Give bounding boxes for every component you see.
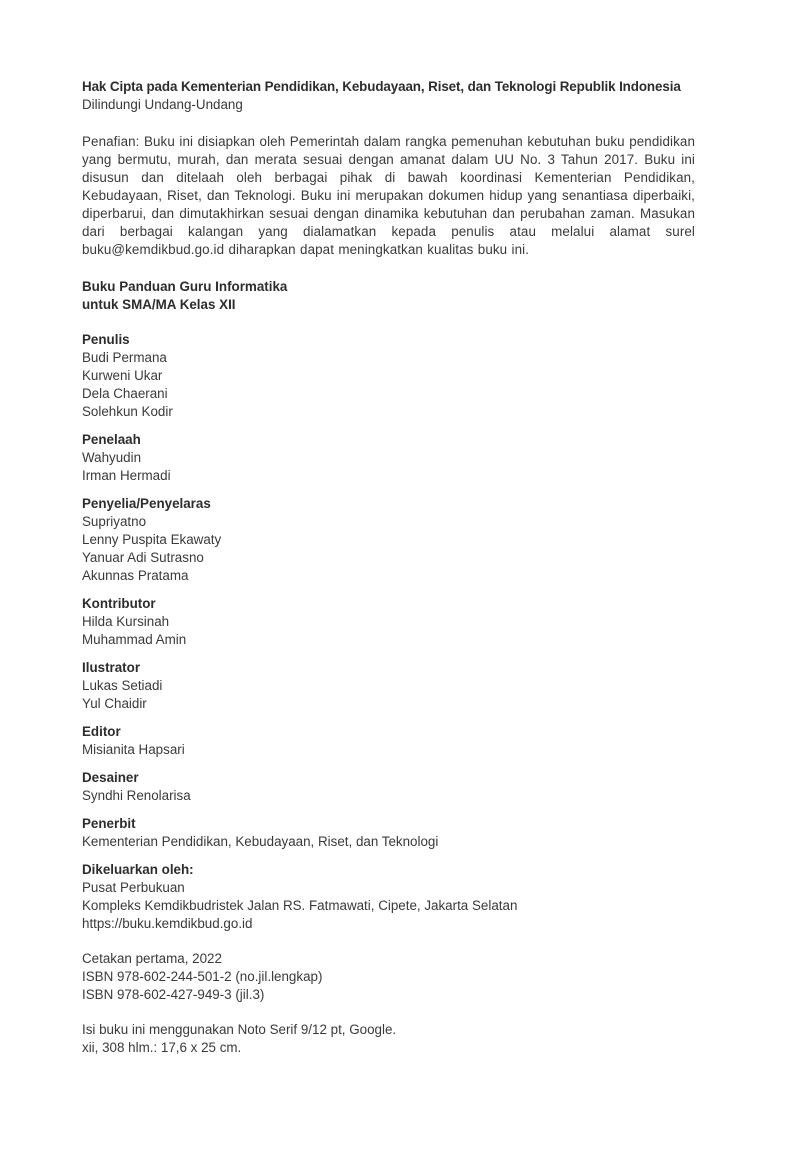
book-title-block (82, 278, 695, 314)
credit-heading: Ilustrator (82, 660, 141, 675)
credit-heading: Penyelia/Penyelaras (82, 496, 211, 511)
credit-lines (82, 449, 695, 485)
credit-section (82, 659, 695, 713)
credit-line: Muhammad Amin (82, 632, 187, 647)
credit-lines (82, 741, 695, 759)
credit-lines (82, 787, 695, 805)
credit-section (82, 495, 695, 585)
credit-line: https://buku.kemdikbud.go.id (82, 916, 253, 931)
credit-lines (82, 677, 695, 713)
copyright-title: Hak Cipta pada Kementerian Pendidikan, Kebudayaan, Riset, dan Teknologi Republik Indonesia (82, 79, 681, 94)
book-title-line2: untuk SMA/MA Kelas XII (82, 297, 236, 312)
credit-line: Yanuar Adi Sutrasno (82, 550, 204, 565)
colophon-block (82, 1021, 695, 1057)
colophon-line: Isi buku ini menggunakan Noto Serif 9/12 pt, Google. (82, 1022, 397, 1037)
credit-line: Irman Hermadi (82, 468, 171, 483)
credit-heading: Desainer (82, 770, 139, 785)
book-title-line1: Buku Panduan Guru Informatika (82, 279, 288, 294)
credit-lines (82, 879, 695, 933)
credit-line: Pusat Perbukuan (82, 880, 185, 895)
print-info-line: ISBN 978-602-244-501-2 (no.jil.lengkap) (82, 969, 323, 984)
credit-line: Syndhi Renolarisa (82, 788, 191, 803)
credit-heading: Penulis (82, 332, 130, 347)
credit-heading: Penelaah (82, 432, 141, 447)
credit-line: Wahyudin (82, 450, 142, 465)
credit-line: Supriyatno (82, 514, 147, 529)
credit-heading: Kontributor (82, 596, 156, 611)
credit-section (82, 769, 695, 805)
credit-lines (82, 833, 695, 851)
colophon-page (82, 78, 695, 1057)
credit-line: Kurweni Ukar (82, 368, 163, 383)
copyright-block (82, 78, 695, 114)
credit-line: Kompleks Kemdikbudristek Jalan RS. Fatmawati, Cipete, Jakarta Selatan (82, 898, 518, 913)
credit-lines (82, 349, 695, 421)
credit-line: Solehkun Kodir (82, 404, 173, 419)
print-info-block (82, 950, 695, 1004)
credit-line: Yul Chaidir (82, 696, 147, 711)
credit-section (82, 595, 695, 649)
disclaimer-paragraph: Penafian: Buku ini disiapkan oleh Pemerintah dalam rangka pemenuhan kebutuhan buku pendidikan yang bermutu, murah, dan merata sesuai dengan amanat dalam UU No. 3 Tahun 2017. Buku ini disusun dan ditelaah oleh berbagai pihak di bawah koordinasi Kementerian Pendidikan, Kebudayaan, Riset, dan Teknologi. Buku ini merupakan dokumen hidup yang senantiasa diperbaiki, diperbarui, dan dimutakhirkan sesuai dengan dinamika kebutuhan dan perubahan zaman. Masukan dari berbagai kalangan yang dialamatkan kepada penulis atau melalui alamat surel buku@kemdikbud.go.id diharapkan dapat meningkatkan kualitas buku ini. (82, 134, 695, 257)
copyright-subtitle: Dilindungi Undang-Undang (82, 97, 243, 112)
credit-heading: Dikeluarkan oleh: (82, 862, 194, 877)
credit-line: Lenny Puspita Ekawaty (82, 532, 222, 547)
credit-lines (82, 513, 695, 585)
credit-lines (82, 613, 695, 649)
credit-section (82, 815, 695, 851)
credit-section (82, 861, 695, 933)
credit-line: Hilda Kursinah (82, 614, 170, 629)
credit-heading: Penerbit (82, 816, 136, 831)
credit-line: Budi Permana (82, 350, 167, 365)
credits-list (82, 331, 695, 933)
credit-line: Misianita Hapsari (82, 742, 185, 757)
credit-section (82, 723, 695, 759)
credit-section (82, 331, 695, 421)
credit-heading: Editor (82, 724, 121, 739)
credit-line: Kementerian Pendidikan, Kebudayaan, Riset, dan Teknologi (82, 834, 439, 849)
print-info-line: ISBN 978-602-427-949-3 (jil.3) (82, 987, 265, 1002)
credit-section (82, 431, 695, 485)
credit-line: Dela Chaerani (82, 386, 168, 401)
credit-line: Akunnas Pratama (82, 568, 189, 583)
credit-line: Lukas Setiadi (82, 678, 163, 693)
print-info-line: Cetakan pertama, 2022 (82, 951, 222, 966)
colophon-line: xii, 308 hlm.: 17,6 x 25 cm. (82, 1040, 242, 1055)
